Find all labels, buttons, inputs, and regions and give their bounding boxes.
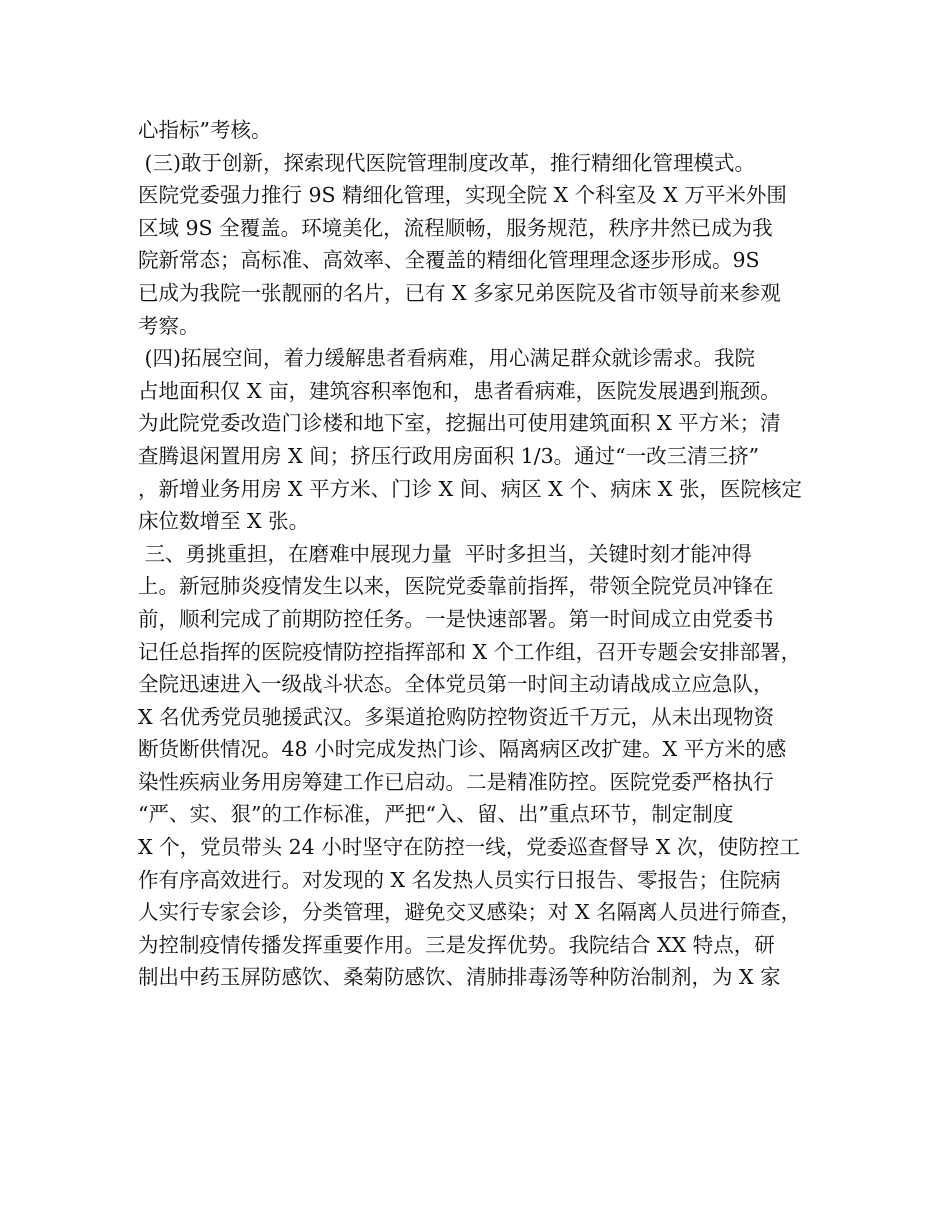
text-line: 断货断供情况。48 小时完成发热门诊、隔离病区改扩建。X 平方米的感 <box>138 737 787 762</box>
text-line: 为此院党委改造门诊楼和地下室，挖掘出可使用建筑面积 X 平方米；清 <box>138 411 781 436</box>
text-line: 染性疾病业务用房筹建工作已启动。二是精准防控。医院党委严格执行 <box>138 769 774 794</box>
text-line: 制出中药玉屏防感饮、桑菊防感饮、清肺排毒汤等种防治制剂，为 X 家 <box>138 965 781 990</box>
text-line: 查腾退闲置用房 X 间；挤压行政用房面积 1/3。通过“一改三清三挤” <box>138 443 760 468</box>
text-line: 院新常态；高标准、高效率、全覆盖的精细化管理理念逐步形成。9S <box>138 248 760 273</box>
text-line: 前，顺利完成了前期防控任务。一是快速部署。第一时间成立由党委书 <box>138 606 774 631</box>
text-line: 作有序高效进行。对发现的 X 名发热人员实行日报告、零报告；住院病 <box>138 867 781 892</box>
text-line: X 名优秀党员驰援武汉。多渠道抢购防控物资近千万元，从未出现物资 <box>138 704 775 729</box>
text-line: (四)拓展空间，着力缓解患者看病难，用心满足群众就诊需求。我院 <box>138 346 756 371</box>
text-line: 为控制疫情传播发挥重要作用。三是发挥优势。我院结合 XX 特点，研 <box>138 932 775 957</box>
text-line: 占地面积仅 X 亩，建筑容积率饱和，患者看病难，医院发展遇到瓶颈。 <box>138 378 781 403</box>
text-line: X 个，党员带头 24 小时坚守在防控一线，党委巡查督导 X 次，使防控工 <box>138 835 800 860</box>
body-text <box>138 114 828 994</box>
text-line: 心指标”考核。 <box>138 118 272 142</box>
text-line: 人实行专家会诊，分类管理，避免交叉感染；对 X 名隔离人员进行筛查， <box>138 900 802 925</box>
text-line: 已成为我院一张靓丽的名片，已有 X 多家兄弟医院及省市领导前来参观 <box>138 280 781 305</box>
text-line: 全院迅速进入一级战斗状态。全体党员第一时间主动请战成立应急队， <box>138 672 774 697</box>
text-line: (三)敢于创新，探索现代医院管理制度改革，推行精细化管理模式。 <box>138 150 756 175</box>
text-line: 三、勇挑重担，在磨难中展现力量 平时多担当，关键时刻才能冲得 <box>138 541 753 566</box>
text-line: “严、实、狠”的工作标准，严把“入、留、出”重点环节，制定制度 <box>138 802 734 827</box>
text-line: ，新增业务用房 X 平方米、门诊 X 间、病区 X 个、病床 X 张，医院核定 <box>138 476 803 501</box>
text-line: 医院党委强力推行 9S 精细化管理，实现全院 X 个科室及 X 万平米外围 <box>138 183 787 208</box>
text-line: 记任总指挥的医院疫情防控指挥部和 X 个工作组，召开专题会安排部署， <box>138 639 802 664</box>
text-line: 上。新冠肺炎疫情发生以来，医院党委靠前指挥，带领全院党员冲锋在 <box>138 574 774 599</box>
text-line: 床位数增至 X 张。 <box>138 509 310 534</box>
text-line: 区域 9S 全覆盖。环境美化，流程顺畅，服务规范，秩序井然已成为我 <box>138 215 773 240</box>
text-line: 考察。 <box>138 313 200 338</box>
